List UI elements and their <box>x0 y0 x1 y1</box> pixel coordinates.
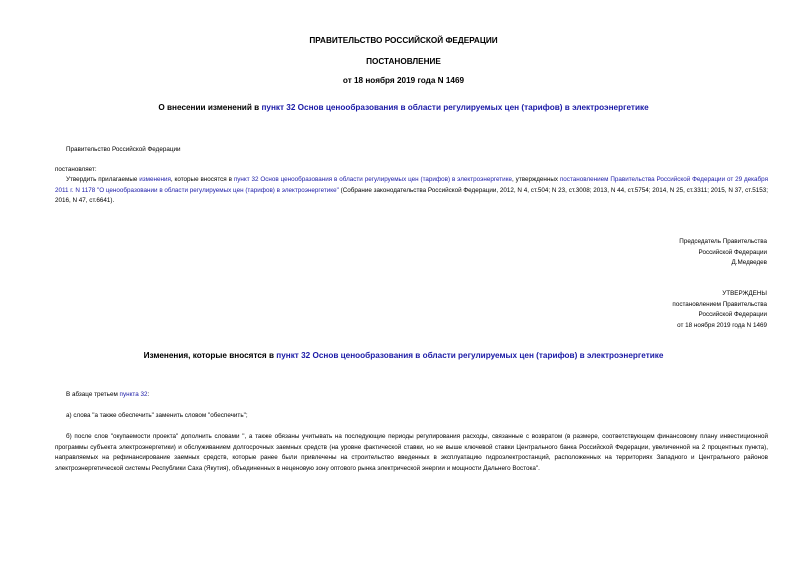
changes-intro-b: : <box>147 391 150 398</box>
changes-intro <box>66 390 149 401</box>
signature-name: Д.Медведев <box>731 259 767 266</box>
paragraph-32-link[interactable]: пункта 32 <box>119 391 148 398</box>
decree-text-d: (Собрание законодательства Российской Федерации, 2012, N 4, ст.504; N 23, ст.3008; 2013, N 44, ст.5754; 2014, N 25, ст.3311; 2015, N 37, ст.5153; 2016, N 47, ст.6641). <box>55 186 768 204</box>
decides-line: постановляет: <box>55 166 97 173</box>
government-line: Правительство Российской Федерации <box>66 146 181 153</box>
change-item-a: а) слова "а также обеспечить" заменить словом "обеспечить"; <box>66 412 248 419</box>
document-type-heading: ПОСТАНОВЛЕНИЕ <box>366 57 441 66</box>
decree-text-a: Утвердить прилагаемые <box>66 176 140 183</box>
resolution-link[interactable]: постановлением Правительства Российской Федерации от 29 декабря 2011 г. N 1178 "О ценообразовании в области регулируемых цен (тарифов) в электроэнергетике" <box>55 176 769 194</box>
approved-country: Российской Федерации <box>698 311 767 318</box>
approved-heading: УТВЕРЖДЕНЫ <box>722 290 767 297</box>
basics-link[interactable]: пункт 32 Основ ценообразования в области регулируемых цен (тарифов) в электроэнергетике <box>233 176 513 183</box>
decree-paragraph <box>55 175 768 207</box>
changes-title-prefix: Изменения, которые вносятся в <box>143 351 277 360</box>
document-title <box>0 103 807 112</box>
approved-by: постановлением Правительства <box>672 300 767 308</box>
decree-text-b: , которые вносятся в <box>170 176 234 183</box>
title-prefix: О внесении изменений в <box>158 103 262 112</box>
title-link[interactable]: пункт 32 Основ ценообразования в области регулируемых цен (тарифов) в электроэнергетике <box>261 103 649 112</box>
approved-block <box>672 289 767 331</box>
changes-intro-a: В абзаце третьем <box>66 391 120 398</box>
changes-title-link[interactable]: пункт 32 Основ ценообразования в области регулируемых цен (тарифов) в электроэнергетике <box>276 351 664 360</box>
changes-title <box>0 351 807 360</box>
signature-country: Российской Федерации <box>698 248 767 256</box>
approved-date: от 18 ноября 2019 года N 1469 <box>677 321 767 329</box>
signature-block <box>679 237 767 269</box>
changes-link[interactable]: изменения <box>139 176 171 183</box>
signature-position: Председатель Правительства <box>679 238 767 245</box>
decree-text-c: , утвержденных <box>512 176 560 183</box>
document-date-heading: от 18 ноября 2019 года N 1469 <box>342 76 465 85</box>
government-heading: ПРАВИТЕЛЬСТВО РОССИЙСКОЙ ФЕДЕРАЦИИ <box>309 36 498 45</box>
change-item-b: б) после слов "окупаемости проекта" дополнить словами ", а также обязаны учитывать на последующие периоды регулирования расходы, связанные с возвратом (в размере, соответствующем финансовому плану инвестиционной программы субъекта электроэнергетики) и обслуживанием долгосрочных заемных средств (на уровне фактической ставки, но не выше ключевой ставки Центрального банка Российской Федерации, увеличенной на 2 процентных пункта), направляемых на рефинансирование заемных средств, которые ранее были привлечены на строительство введенных в эксплуатацию гидроэлектростанций, расположенных на территориях Западного и Центрального районов электроэнергетической системы Республики Саха (Якутия), объединенных в неценовую зону оптового рынка электрической энергии и мощности Дальнего Востока". <box>55 433 768 472</box>
